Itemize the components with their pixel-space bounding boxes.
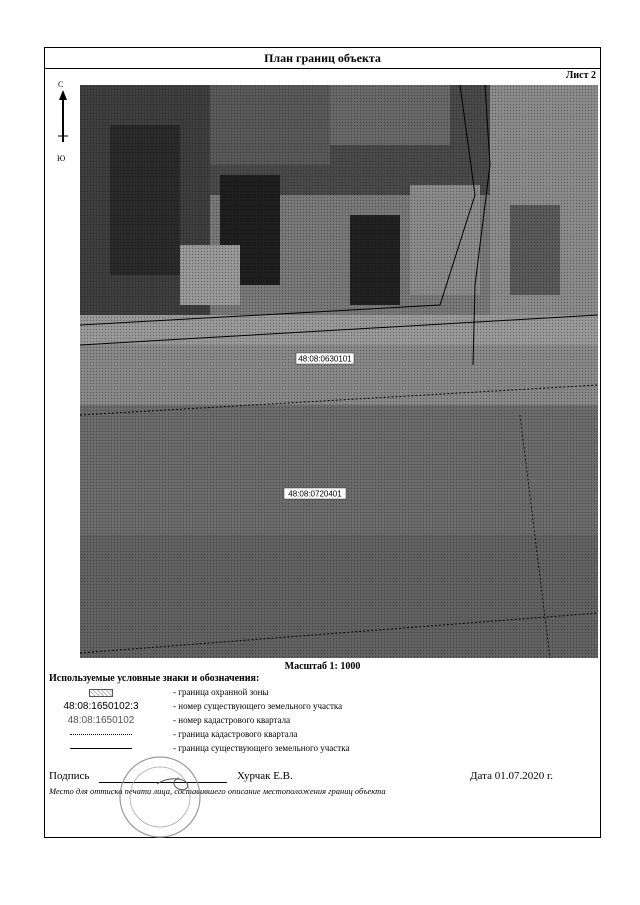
legend-label: - граница существующего земельного участка — [173, 743, 350, 753]
stamp-seal-icon — [117, 754, 203, 840]
stamp-note: Место для оттиска печати лица, составившего описание местоположения границ объекта — [49, 786, 386, 796]
map-scale: Масштаб 1: 1000 — [284, 661, 361, 672]
quarter-number-symbol: 48:08:1650102 — [67, 715, 135, 726]
legend-title: Используемые условные знаки и обозначения: — [49, 673, 260, 684]
legend-label: - номер кадастрового квартала — [173, 715, 291, 725]
quarter-boundary-symbol — [55, 728, 147, 741]
sheet-number: Лист 2 — [565, 70, 596, 81]
protection-zone-symbol — [55, 686, 147, 699]
compass-rose — [54, 80, 72, 170]
signature-label: Подпись — [49, 770, 90, 782]
quarter-label-center: 48:08:0720401 — [288, 489, 342, 499]
legend-label: - граница охранной зоны — [173, 687, 269, 697]
north-label: С — [58, 80, 64, 89]
page-title: План границ объекта — [45, 48, 600, 69]
parcel-number-symbol: 48:08:1650102:3 — [63, 701, 139, 712]
map-view[interactable] — [80, 85, 598, 658]
document-date: Дата 01.07.2020 г. — [470, 770, 553, 782]
document-frame — [44, 47, 601, 838]
legend-label: - граница кадастрового квартала — [173, 729, 298, 739]
legend-label: - номер существующего земельного участка — [173, 701, 343, 711]
signer-name: Хурчак Е.В. — [237, 770, 293, 782]
quarter-label-top: 48:08:0630101 — [298, 354, 352, 364]
satellite-map-image — [80, 85, 598, 658]
south-label: Ю — [57, 154, 66, 163]
